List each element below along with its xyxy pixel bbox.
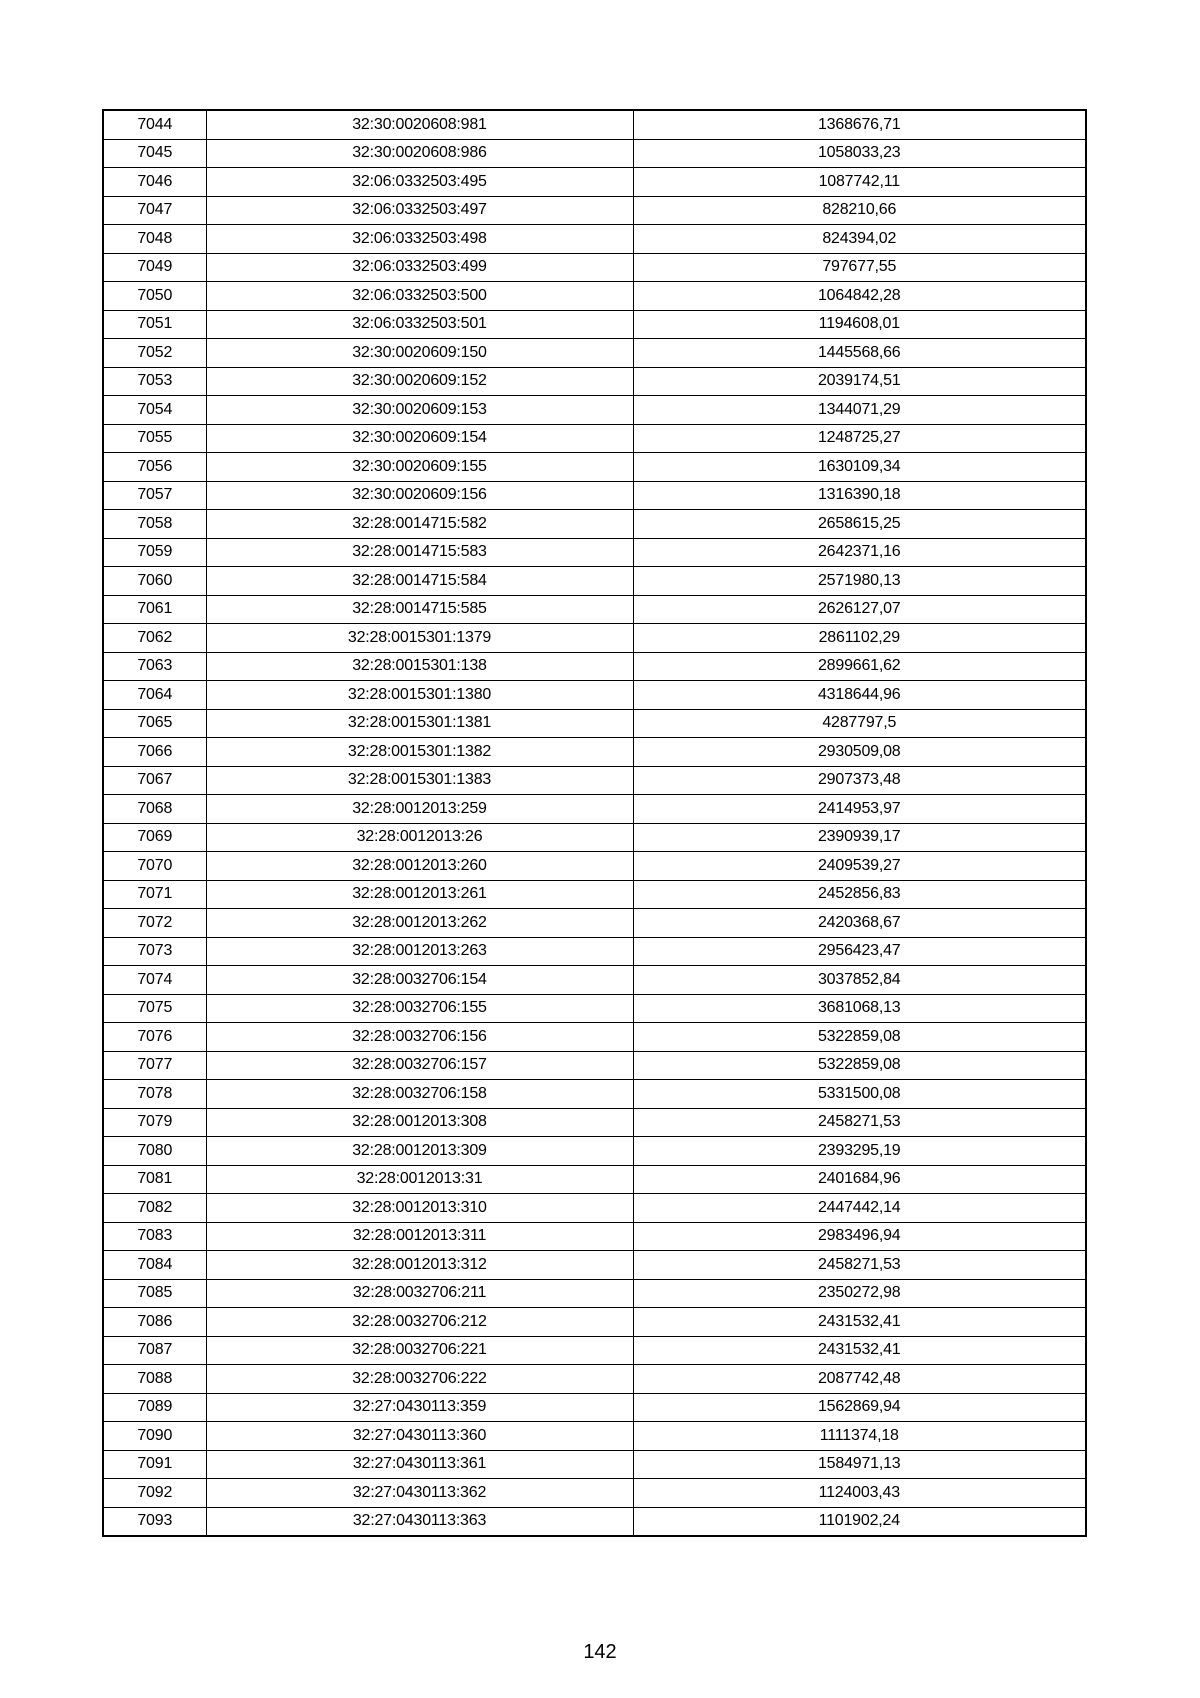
- value-cell: 2861102,29: [633, 624, 1086, 653]
- row-number-cell: 7061: [103, 595, 206, 624]
- value-cell: 2899661,62: [633, 652, 1086, 681]
- row-number-cell: 7057: [103, 481, 206, 510]
- table-row: [103, 823, 1086, 852]
- table-row: [103, 1137, 1086, 1166]
- value-cell: 1064842,28: [633, 282, 1086, 311]
- cadastral-number-cell: 32:30:0020609:152: [206, 367, 633, 396]
- cadastral-number-cell: 32:28:0014715:585: [206, 595, 633, 624]
- row-number-cell: 7050: [103, 282, 206, 311]
- page-number: 142: [583, 1641, 617, 1663]
- row-number-cell: 7059: [103, 538, 206, 567]
- value-cell: 1630109,34: [633, 453, 1086, 482]
- value-cell: 2390939,17: [633, 823, 1086, 852]
- cadastral-number-cell: 32:30:0020609:153: [206, 396, 633, 425]
- value-cell: 2642371,16: [633, 538, 1086, 567]
- table-row: [103, 1108, 1086, 1137]
- table-row: [103, 196, 1086, 225]
- value-cell: 2431532,41: [633, 1308, 1086, 1337]
- value-cell: 2447442,14: [633, 1194, 1086, 1223]
- table-row: [103, 994, 1086, 1023]
- row-number-cell: 7047: [103, 196, 206, 225]
- cadastral-number-cell: 32:28:0012013:260: [206, 852, 633, 881]
- row-number-cell: 7062: [103, 624, 206, 653]
- row-number-cell: 7060: [103, 567, 206, 596]
- value-cell: 1087742,11: [633, 168, 1086, 197]
- cadastral-number-cell: 32:06:0332503:498: [206, 225, 633, 254]
- row-number-cell: 7083: [103, 1222, 206, 1251]
- table-row: [103, 909, 1086, 938]
- cadastral-value-table: [102, 109, 1087, 1537]
- cadastral-number-cell: 32:28:0015301:1380: [206, 681, 633, 710]
- value-cell: 5322859,08: [633, 1051, 1086, 1080]
- table-row: [103, 282, 1086, 311]
- value-cell: 2983496,94: [633, 1222, 1086, 1251]
- value-cell: 2401684,96: [633, 1165, 1086, 1194]
- table-row: [103, 253, 1086, 282]
- cadastral-number-cell: 32:28:0012013:259: [206, 795, 633, 824]
- value-cell: 2930509,08: [633, 738, 1086, 767]
- cadastral-number-cell: 32:28:0015301:138: [206, 652, 633, 681]
- value-cell: 1248725,27: [633, 424, 1086, 453]
- table-row: [103, 852, 1086, 881]
- table-row: [103, 937, 1086, 966]
- table-row: [103, 1365, 1086, 1394]
- table-row: [103, 1450, 1086, 1479]
- value-cell: 824394,02: [633, 225, 1086, 254]
- row-number-cell: 7080: [103, 1137, 206, 1166]
- cadastral-number-cell: 32:30:0020608:986: [206, 139, 633, 168]
- row-number-cell: 7067: [103, 766, 206, 795]
- row-number-cell: 7065: [103, 709, 206, 738]
- table-row: [103, 624, 1086, 653]
- table-row: [103, 738, 1086, 767]
- row-number-cell: 7045: [103, 139, 206, 168]
- value-cell: 1445568,66: [633, 339, 1086, 368]
- row-number-cell: 7048: [103, 225, 206, 254]
- cadastral-number-cell: 32:06:0332503:495: [206, 168, 633, 197]
- table-row: [103, 1422, 1086, 1451]
- row-number-cell: 7054: [103, 396, 206, 425]
- cadastral-number-cell: 32:30:0020609:150: [206, 339, 633, 368]
- table-row: [103, 453, 1086, 482]
- value-cell: 1316390,18: [633, 481, 1086, 510]
- row-number-cell: 7075: [103, 994, 206, 1023]
- table-row: [103, 396, 1086, 425]
- cadastral-number-cell: 32:28:0012013:261: [206, 880, 633, 909]
- value-cell: 2350272,98: [633, 1279, 1086, 1308]
- row-number-cell: 7071: [103, 880, 206, 909]
- table-row: [103, 310, 1086, 339]
- row-number-cell: 7090: [103, 1422, 206, 1451]
- value-cell: 2393295,19: [633, 1137, 1086, 1166]
- table-row: [103, 1308, 1086, 1337]
- table-row: [103, 1393, 1086, 1422]
- value-cell: 4287797,5: [633, 709, 1086, 738]
- cadastral-number-cell: 32:28:0032706:155: [206, 994, 633, 1023]
- cadastral-number-cell: 32:30:0020609:155: [206, 453, 633, 482]
- row-number-cell: 7072: [103, 909, 206, 938]
- table-row: [103, 1222, 1086, 1251]
- value-cell: 828210,66: [633, 196, 1086, 225]
- table-row: [103, 481, 1086, 510]
- cadastral-number-cell: 32:27:0430113:363: [206, 1507, 633, 1536]
- row-number-cell: 7091: [103, 1450, 206, 1479]
- row-number-cell: 7066: [103, 738, 206, 767]
- cadastral-number-cell: 32:28:0012013:312: [206, 1251, 633, 1280]
- value-cell: 4318644,96: [633, 681, 1086, 710]
- cadastral-number-cell: 32:30:0020609:154: [206, 424, 633, 453]
- value-cell: 2409539,27: [633, 852, 1086, 881]
- table-row: [103, 966, 1086, 995]
- cadastral-number-cell: 32:28:0032706:211: [206, 1279, 633, 1308]
- table-row: [103, 538, 1086, 567]
- table-row: [103, 1023, 1086, 1052]
- value-cell: 3037852,84: [633, 966, 1086, 995]
- row-number-cell: 7046: [103, 168, 206, 197]
- row-number-cell: 7051: [103, 310, 206, 339]
- cadastral-number-cell: 32:28:0012013:31: [206, 1165, 633, 1194]
- value-cell: 1562869,94: [633, 1393, 1086, 1422]
- value-cell: 2431532,41: [633, 1336, 1086, 1365]
- table-row: [103, 1336, 1086, 1365]
- cadastral-number-cell: 32:28:0032706:222: [206, 1365, 633, 1394]
- value-cell: 1194608,01: [633, 310, 1086, 339]
- value-cell: 2626127,07: [633, 595, 1086, 624]
- cadastral-number-cell: 32:28:0015301:1383: [206, 766, 633, 795]
- table-row: [103, 424, 1086, 453]
- cadastral-number-cell: 32:28:0032706:156: [206, 1023, 633, 1052]
- table-row: [103, 1194, 1086, 1223]
- row-number-cell: 7069: [103, 823, 206, 852]
- table-row: [103, 681, 1086, 710]
- cadastral-number-cell: 32:28:0015301:1382: [206, 738, 633, 767]
- row-number-cell: 7093: [103, 1507, 206, 1536]
- cadastral-number-cell: 32:06:0332503:499: [206, 253, 633, 282]
- row-number-cell: 7055: [103, 424, 206, 453]
- cadastral-number-cell: 32:06:0332503:501: [206, 310, 633, 339]
- value-cell: 1111374,18: [633, 1422, 1086, 1451]
- value-cell: 2571980,13: [633, 567, 1086, 596]
- row-number-cell: 7074: [103, 966, 206, 995]
- table-row: [103, 1251, 1086, 1280]
- table-row: [103, 709, 1086, 738]
- table-row: [103, 1507, 1086, 1536]
- table-row: [103, 795, 1086, 824]
- cadastral-number-cell: 32:28:0012013:311: [206, 1222, 633, 1251]
- value-cell: 2458271,53: [633, 1108, 1086, 1137]
- table-row: [103, 110, 1086, 139]
- table-row: [103, 1080, 1086, 1109]
- table-row: [103, 367, 1086, 396]
- cadastral-number-cell: 32:27:0430113:360: [206, 1422, 633, 1451]
- value-cell: 2039174,51: [633, 367, 1086, 396]
- value-cell: 5331500,08: [633, 1080, 1086, 1109]
- row-number-cell: 7064: [103, 681, 206, 710]
- row-number-cell: 7049: [103, 253, 206, 282]
- cadastral-number-cell: 32:28:0014715:584: [206, 567, 633, 596]
- value-cell: 1124003,43: [633, 1479, 1086, 1508]
- cadastral-number-cell: 32:28:0014715:583: [206, 538, 633, 567]
- value-cell: 2414953,97: [633, 795, 1086, 824]
- value-cell: 5322859,08: [633, 1023, 1086, 1052]
- row-number-cell: 7089: [103, 1393, 206, 1422]
- cadastral-number-cell: 32:06:0332503:500: [206, 282, 633, 311]
- row-number-cell: 7078: [103, 1080, 206, 1109]
- cadastral-number-cell: 32:28:0032706:158: [206, 1080, 633, 1109]
- cadastral-number-cell: 32:06:0332503:497: [206, 196, 633, 225]
- table-row: [103, 168, 1086, 197]
- cadastral-number-cell: 32:28:0012013:262: [206, 909, 633, 938]
- cadastral-number-cell: 32:28:0012013:309: [206, 1137, 633, 1166]
- value-cell: 797677,55: [633, 253, 1086, 282]
- table-row: [103, 595, 1086, 624]
- cadastral-number-cell: 32:28:0014715:582: [206, 510, 633, 539]
- row-number-cell: 7087: [103, 1336, 206, 1365]
- cadastral-number-cell: 32:28:0015301:1381: [206, 709, 633, 738]
- cadastral-number-cell: 32:27:0430113:362: [206, 1479, 633, 1508]
- value-cell: 1584971,13: [633, 1450, 1086, 1479]
- row-number-cell: 7052: [103, 339, 206, 368]
- value-cell: 2452856,83: [633, 880, 1086, 909]
- cadastral-number-cell: 32:28:0032706:154: [206, 966, 633, 995]
- value-cell: 1344071,29: [633, 396, 1086, 425]
- cadastral-number-cell: 32:28:0012013:310: [206, 1194, 633, 1223]
- row-number-cell: 7058: [103, 510, 206, 539]
- cadastral-number-cell: 32:30:0020609:156: [206, 481, 633, 510]
- row-number-cell: 7073: [103, 937, 206, 966]
- row-number-cell: 7044: [103, 110, 206, 139]
- row-number-cell: 7076: [103, 1023, 206, 1052]
- table-row: [103, 510, 1086, 539]
- row-number-cell: 7063: [103, 652, 206, 681]
- cadastral-number-cell: 32:28:0032706:157: [206, 1051, 633, 1080]
- cadastral-number-cell: 32:28:0012013:308: [206, 1108, 633, 1137]
- table-row: [103, 1279, 1086, 1308]
- value-cell: 1101902,24: [633, 1507, 1086, 1536]
- table-row: [103, 1051, 1086, 1080]
- row-number-cell: 7081: [103, 1165, 206, 1194]
- value-cell: 2420368,67: [633, 909, 1086, 938]
- cadastral-number-cell: 32:27:0430113:361: [206, 1450, 633, 1479]
- row-number-cell: 7053: [103, 367, 206, 396]
- row-number-cell: 7084: [103, 1251, 206, 1280]
- value-cell: 2658615,25: [633, 510, 1086, 539]
- table-row: [103, 652, 1086, 681]
- cadastral-number-cell: 32:30:0020608:981: [206, 110, 633, 139]
- row-number-cell: 7070: [103, 852, 206, 881]
- table-row: [103, 880, 1086, 909]
- table-row: [103, 225, 1086, 254]
- table-row: [103, 139, 1086, 168]
- row-number-cell: 7082: [103, 1194, 206, 1223]
- table-body: [103, 110, 1086, 1536]
- cadastral-number-cell: 32:27:0430113:359: [206, 1393, 633, 1422]
- cadastral-number-cell: 32:28:0032706:212: [206, 1308, 633, 1337]
- table-row: [103, 1165, 1086, 1194]
- value-cell: 2458271,53: [633, 1251, 1086, 1280]
- value-cell: 1058033,23: [633, 139, 1086, 168]
- row-number-cell: 7088: [103, 1365, 206, 1394]
- table-row: [103, 1479, 1086, 1508]
- row-number-cell: 7092: [103, 1479, 206, 1508]
- value-cell: 2907373,48: [633, 766, 1086, 795]
- row-number-cell: 7085: [103, 1279, 206, 1308]
- row-number-cell: 7086: [103, 1308, 206, 1337]
- cadastral-number-cell: 32:28:0032706:221: [206, 1336, 633, 1365]
- row-number-cell: 7079: [103, 1108, 206, 1137]
- value-cell: 1368676,71: [633, 110, 1086, 139]
- table-row: [103, 567, 1086, 596]
- table-row: [103, 766, 1086, 795]
- cadastral-number-cell: 32:28:0012013:263: [206, 937, 633, 966]
- row-number-cell: 7068: [103, 795, 206, 824]
- value-cell: 2087742,48: [633, 1365, 1086, 1394]
- cadastral-number-cell: 32:28:0012013:26: [206, 823, 633, 852]
- value-cell: 2956423,47: [633, 937, 1086, 966]
- row-number-cell: 7077: [103, 1051, 206, 1080]
- value-cell: 3681068,13: [633, 994, 1086, 1023]
- cadastral-number-cell: 32:28:0015301:1379: [206, 624, 633, 653]
- table-row: [103, 339, 1086, 368]
- row-number-cell: 7056: [103, 453, 206, 482]
